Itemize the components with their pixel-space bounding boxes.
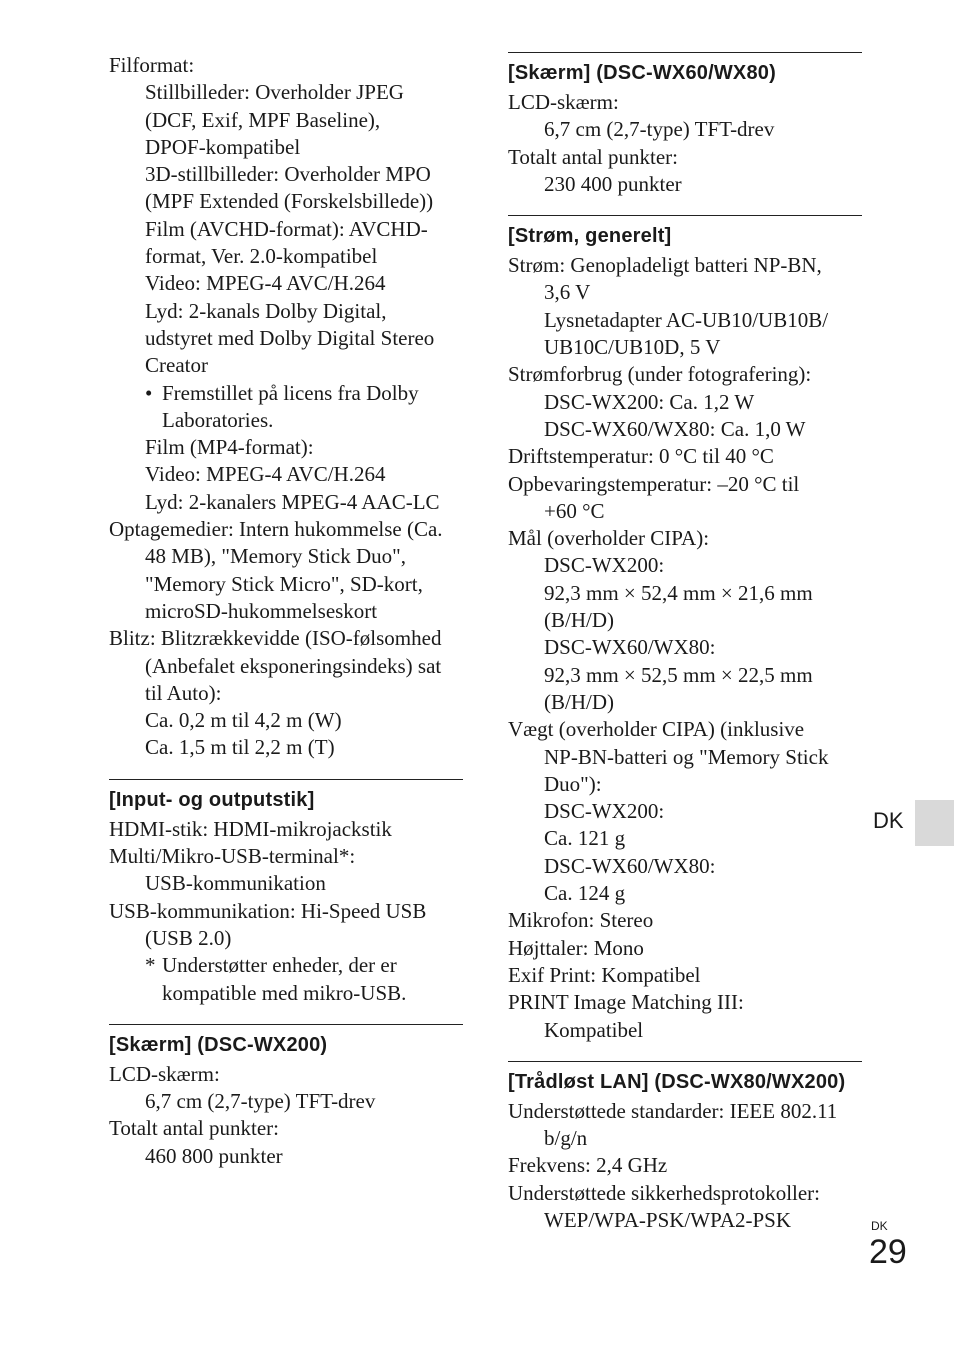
spec-dimensions: DSC-WX200: <box>544 553 665 578</box>
spec-operating-temperature: Driftstemperatur: 0 °C til 40 °C <box>508 444 774 469</box>
bullet-marker: • <box>145 380 153 405</box>
spec-multi-usb: Multi/Mikro-USB-terminal*: <box>109 844 356 869</box>
spec-3d-still-images: 3D-stillbilleder: Overholder MPO <box>145 162 431 187</box>
section-title: [Skærm] (DSC-WX60/WX80) <box>508 62 776 84</box>
spec-weight: DSC-WX200: <box>544 799 665 824</box>
spec-power-consumption: DSC-WX200: Ca. 1,2 W <box>544 389 755 414</box>
spec-power-source: Strøm: Genopladeligt batteri NP-BN, <box>508 253 822 278</box>
spec-weight: NP-BN-batteri og "Memory Stick <box>544 744 829 769</box>
spec-power-source: 3,6 V <box>544 280 591 305</box>
spec-flash: Ca. 1,5 m til 2,2 m (T) <box>145 735 335 760</box>
spec-dots-value: 460 800 punkter <box>145 1143 283 1168</box>
page-number: 29 <box>869 1233 907 1271</box>
spec-power-source: Lysnetadapter AC-UB10/UB10B/ <box>544 307 829 332</box>
usb-footnote-text: kompatible med mikro-USB. <box>162 980 407 1005</box>
spec-power-source: UB10C/UB10D, 5 V <box>544 335 721 360</box>
spec-microphone: Mikrofon: Stereo <box>508 908 654 933</box>
spec-dots-label: Totalt antal punkter: <box>109 1116 279 1141</box>
spec-flash: (Anbefalet eksponeringsindeks) sat <box>145 653 442 678</box>
spec-usb-communication: USB-kommunikation <box>145 871 326 896</box>
usb-footnote-text: Understøtter enheder, der er <box>162 953 397 978</box>
language-side-tab <box>915 800 954 846</box>
spec-movie-avchd: format, Ver. 2.0-kompatibel <box>145 244 378 269</box>
spec-audio-mp4: Lyd: 2-kanalers MPEG-4 AAC-LC <box>145 489 440 514</box>
language-side-tab-label: DK <box>873 808 904 833</box>
spec-power-consumption: DSC-WX60/WX80: Ca. 1,0 W <box>544 416 806 441</box>
spec-movie-mp4: Film (MP4-format): <box>145 435 314 460</box>
spec-file-format-label: Filformat: <box>109 53 195 77</box>
spec-dimensions: DSC-WX60/WX80: <box>544 635 716 660</box>
spec-exif-print: Exif Print: Kompatibel <box>508 962 701 987</box>
spec-flash: Ca. 0,2 m til 4,2 m (W) <box>145 708 342 733</box>
spec-weight: Ca. 121 g <box>544 826 626 851</box>
spec-speaker: Højttaler: Mono <box>508 935 644 960</box>
spec-dimensions: 92,3 mm × 52,4 mm × 21,6 mm <box>544 580 813 605</box>
spec-3d-still-images: (MPF Extended (Forskelsbillede)) <box>145 189 434 214</box>
section-title: [Skærm] (DSC-WX200) <box>109 1033 328 1056</box>
spec-flash: til Auto): <box>145 680 222 705</box>
spec-flash: Blitz: Blitzrækkevidde (ISO-følsomhed <box>109 626 442 651</box>
spec-wlan-frequency: Frekvens: 2,4 GHz <box>508 1153 668 1178</box>
spec-audio-avchd: Lyd: 2-kanals Dolby Digital, <box>145 298 387 323</box>
dolby-note-text: Laboratories. <box>162 407 274 432</box>
spec-recording-media: microSD-hukommelseskort <box>145 598 378 623</box>
spec-storage-temperature: +60 °C <box>544 498 605 523</box>
section-title: [Input- og outputstik] <box>109 788 315 811</box>
section-input-output <box>109 779 463 814</box>
spec-video-mp4: Video: MPEG-4 AVC/H.264 <box>145 462 386 487</box>
spec-weight: DSC-WX60/WX80: <box>544 853 716 878</box>
spec-weight: Duo"): <box>544 771 602 796</box>
spec-weight: Ca. 124 g <box>544 881 626 906</box>
spec-lcd-value: 6,7 cm (2,7-type) TFT-drev <box>145 1089 376 1114</box>
spec-video-avchd: Video: MPEG-4 AVC/H.264 <box>145 271 386 296</box>
spec-print-image-matching: PRINT Image Matching III: <box>508 990 744 1015</box>
spec-wlan-security: WEP/WPA-PSK/WPA2-PSK <box>544 1207 792 1232</box>
spec-wlan-standards: b/g/n <box>544 1126 588 1151</box>
spec-lcd-label: LCD-skærm: <box>508 90 619 114</box>
dolby-note <box>109 380 463 407</box>
spec-lcd-label: LCD-skærm: <box>109 1061 220 1086</box>
dolby-note-text: Fremstillet på licens fra Dolby <box>162 380 419 405</box>
spec-still-images: Stillbilleder: Overholder JPEG <box>145 80 404 105</box>
spec-wlan-security: Understøttede sikkerhedsprotokoller: <box>508 1180 821 1205</box>
spec-usb-speed: (USB 2.0) <box>145 925 232 950</box>
spec-movie-avchd: Film (AVCHD-format): AVCHD- <box>145 216 428 241</box>
spec-storage-temperature: Opbevaringstemperatur: –20 °C til <box>508 471 800 496</box>
spec-dots-value: 230 400 punkter <box>544 171 682 196</box>
spec-dimensions: 92,3 mm × 52,5 mm × 22,5 mm <box>544 662 813 687</box>
footnote-marker: * <box>145 953 156 978</box>
spec-recording-media: 48 MB), "Memory Stick Duo", <box>145 544 406 569</box>
spec-weight: Vægt (overholder CIPA) (inklusive <box>508 717 805 742</box>
spec-print-image-matching: Kompatibel <box>544 1017 644 1042</box>
section-title: [Strøm, generelt] <box>508 225 672 248</box>
spec-hdmi: HDMI-stik: HDMI-mikrojackstik <box>109 816 392 841</box>
spec-dimensions: (B/H/D) <box>544 608 614 633</box>
section-title: [Trådløst LAN] (DSC-WX80/WX200) <box>508 1070 846 1093</box>
spec-recording-media: "Memory Stick Micro", SD-kort, <box>145 571 423 596</box>
section-screen-wx200 <box>109 1024 463 1059</box>
spec-dimensions: (B/H/D) <box>544 689 614 714</box>
spec-power-consumption: Strømforbrug (under fotografering): <box>508 362 812 387</box>
left-column <box>109 52 463 1170</box>
section-screen-wx60-wx80 <box>508 52 862 87</box>
page-language-code: DK <box>871 1219 888 1233</box>
spec-wlan-standards: Understøttede standarder: IEEE 802.11 <box>508 1098 838 1123</box>
right-column <box>508 52 862 1234</box>
spec-recording-media: Optagemedier: Intern hukommelse (Ca. <box>109 517 443 542</box>
spec-still-images: DPOF-kompatibel <box>145 134 301 159</box>
section-power-general <box>508 215 862 250</box>
spec-dots-label: Totalt antal punkter: <box>508 144 678 169</box>
spec-audio-avchd: Creator <box>145 353 208 378</box>
spec-lcd-value: 6,7 cm (2,7-type) TFT-drev <box>544 117 775 142</box>
spec-usb-speed: USB-kommunikation: Hi-Speed USB <box>109 898 427 923</box>
spec-dimensions: Mål (overholder CIPA): <box>508 526 710 551</box>
spec-audio-avchd: udstyret med Dolby Digital Stereo <box>145 325 435 350</box>
usb-footnote <box>109 952 463 979</box>
section-wireless-lan <box>508 1061 862 1096</box>
spec-still-images: (DCF, Exif, MPF Baseline), <box>145 107 381 132</box>
